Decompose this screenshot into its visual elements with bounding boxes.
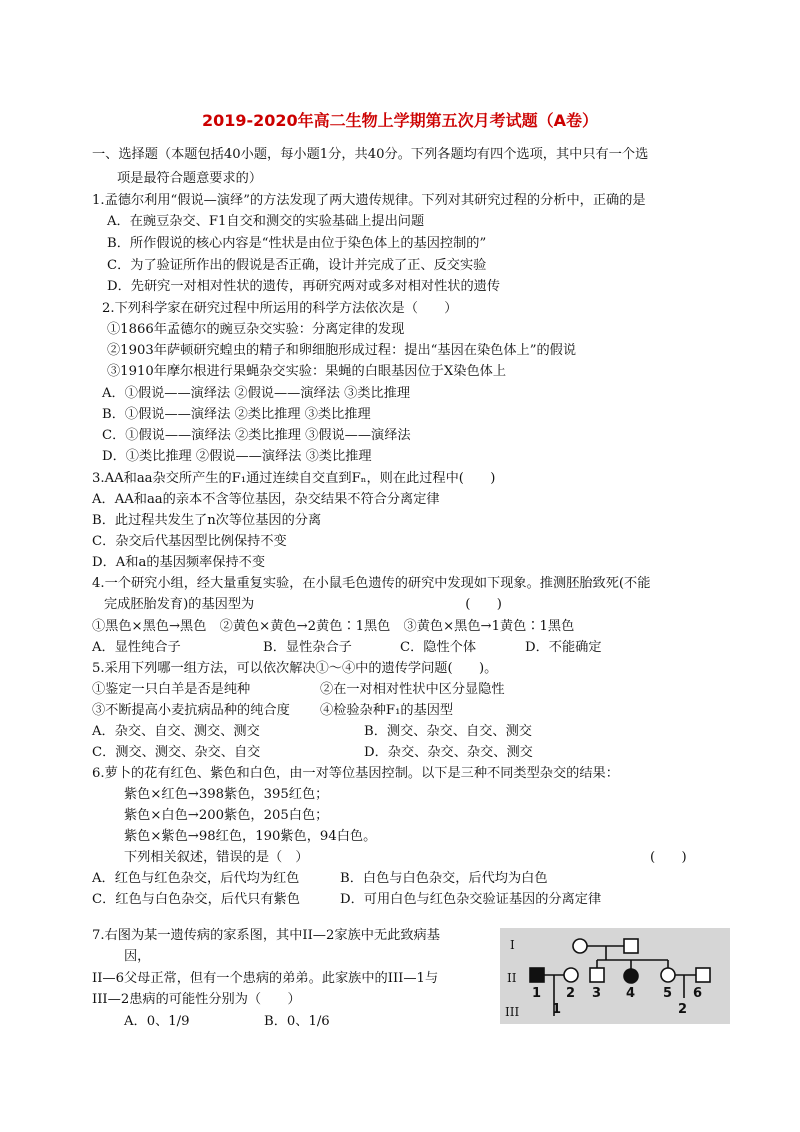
answer-blank: ( ) <box>650 850 687 865</box>
gen2-affected-female-4 <box>624 969 638 983</box>
statement-3: ③1910年摩尔根进行果蝇杂交实验：果蝇的白眼基因位于X染色体上 <box>107 364 507 379</box>
gen2-male-3 <box>590 968 604 982</box>
gen3-number-2: 2 <box>678 1002 688 1017</box>
question-stem: 7.右图为某一遗传病的家系图，其中II—2家族中无此致病基 <box>92 928 440 943</box>
option-c: C．为了验证所作出的假说是否正确，设计并完成了正、反交实验 <box>107 258 487 273</box>
gen2-number-5: 5 <box>663 986 673 1001</box>
question-stem-line4: III—2患病的可能性分别为（ ） <box>92 992 301 1007</box>
pedigree-chart <box>500 928 730 1024</box>
option-b: B．①假说——演绎法 ②类比推理 ③类比推理 <box>102 407 371 422</box>
option-c: C．杂交后代基因型比例保持不变 <box>92 534 287 549</box>
question-stem: 1.孟德尔利用“假说—演绎”的方法发现了两大遗传规律。下列对其研究过程的分析中，正确的是 <box>92 193 646 208</box>
generation-label-ii: II <box>507 971 517 985</box>
option-d: D．杂交、杂交、杂交、测交 <box>364 745 533 760</box>
cross-result-3: 紫色×紫色→98红色，190紫色，94白色。 <box>124 829 377 844</box>
statement-2: ②1903年萨顿研究蝗虫的精子和卵细胞形成过程：提出“基因在染色体上”的假说 <box>107 343 577 358</box>
gen2-affected-male-1 <box>530 968 544 982</box>
section-instructions-line1: 一、选择题（本题包括40小题，每小题1分，共40分。下列各题均有四个选项，其中只有一个选 <box>92 147 649 162</box>
option-c: C．隐性个体 <box>400 640 477 655</box>
option-c: C．测交、测交、杂交、自交 <box>92 745 261 760</box>
option-a: A．AA和aa的亲本不含等位基因，杂交结果不符合分离定律 <box>92 492 440 507</box>
question-stem: 3.AA和aa杂交所产生的F₁通过连续自交直到Fₙ，则在此过程中( ) <box>92 471 496 486</box>
gen2-male-6 <box>696 968 710 982</box>
question-prompt: 下列相关叙述，错误的是（ ） <box>124 850 309 865</box>
question-stem: 2.下列科学家在研究过程中所运用的科学方法依次是（ ） <box>102 301 458 316</box>
gen1-female <box>573 939 587 953</box>
problem-3: ③不断提高小麦抗病品种的纯合度 <box>92 703 290 718</box>
problem-2: ②在一对相对性状中区分显隐性 <box>320 682 505 697</box>
gen2-number-3: 3 <box>592 986 602 1001</box>
option-b: B．显性杂合子 <box>263 640 352 655</box>
problem-1: ①鉴定一只白羊是否是纯种 <box>92 682 251 697</box>
cross-result-1: 紫色×红色→398紫色，395红色； <box>124 787 329 802</box>
question-stem-cont: 因， <box>124 949 151 964</box>
cross-result-2: 紫色×白色→200紫色，205白色； <box>124 808 329 823</box>
question-stem: 6.萝卜的花有红色、紫色和白色，由一对等位基因控制。以下是三种不同类型杂交的结果： <box>92 766 619 781</box>
gen2-number-2: 2 <box>566 986 576 1001</box>
option-b: B．测交、杂交、自交、测交 <box>364 724 532 739</box>
option-b: B．所作假说的核心内容是“性状是由位于染色体上的基因控制的” <box>107 236 487 251</box>
option-d: D．先研究一对相对性状的遗传，再研究两对或多对相对性状的遗传 <box>107 279 501 294</box>
option-b: B．白色与白色杂交，后代均为白色 <box>340 871 548 886</box>
question-stem-cont: 完成胚胎发育)的基因型为 ( ) <box>104 597 502 612</box>
crosses: ①黑色×黑色→黑色 ②黄色×黄色→2黄色∶1黑色 ③黄色×黑色→1黄色∶1黑色 <box>92 619 575 634</box>
option-d: D．不能确定 <box>525 640 602 655</box>
pedigree-diagram <box>500 928 730 1024</box>
option-d: D．A和a的基因频率保持不变 <box>92 555 266 570</box>
option-d: D．①类比推理 ②假说——演绎法 ③类比推理 <box>102 449 372 464</box>
option-a: A．显性纯合子 <box>92 640 181 655</box>
generation-label-iii: III <box>505 1005 520 1019</box>
option-b: B．此过程共发生了n次等位基因的分离 <box>92 513 322 528</box>
option-a: A．0、1/9 <box>124 1014 190 1029</box>
gen3-number-1: 1 <box>552 1002 562 1017</box>
gen2-number-4: 4 <box>626 986 636 1001</box>
question-stem: 5.采用下列哪一组方法，可以依次解决①～④中的遗传学问题( )。 <box>92 661 498 676</box>
option-b: B．0、1/6 <box>264 1014 330 1029</box>
gen2-female-5 <box>661 968 675 982</box>
gen2-number-1: 1 <box>532 986 542 1001</box>
page-title: 2019-2020年高二生物上学期第五次月考试题（A卷） <box>201 111 599 130</box>
section-instructions-line2: 项是最符合题意要求的） <box>117 171 263 186</box>
option-c: C．①假说——演绎法 ②类比推理 ③假说——演绎法 <box>102 428 411 443</box>
statement-1: ①1866年孟德尔的豌豆杂交实验：分离定律的发现 <box>107 322 405 337</box>
option-a: A．在豌豆杂交、F1自交和测交的实验基础上提出问题 <box>107 214 425 229</box>
gen2-female-2 <box>564 968 578 982</box>
option-d: D．可用白色与红色杂交验证基因的分离定律 <box>340 892 602 907</box>
option-a: A．①假说——演绎法 ②假说——演绎法 ③类比推理 <box>102 386 411 401</box>
option-a: A．杂交、自交、测交、测交 <box>92 724 260 739</box>
problem-4: ④检验杂种F₁的基因型 <box>320 703 454 718</box>
question-stem: 4.一个研究小组，经大量重复实验，在小鼠毛色遗传的研究中发现如下现象。推测胚胎致死(不能 <box>92 576 651 591</box>
generation-label-i: I <box>510 938 515 952</box>
option-a: A．红色与红色杂交，后代均为红色 <box>92 871 300 886</box>
gen1-male <box>624 939 638 953</box>
question-stem-line3: II—6父母正常，但有一个患病的弟弟。此家族中的III—1与 <box>92 971 439 986</box>
gen2-number-6: 6 <box>693 986 703 1001</box>
option-c: C．红色与白色杂交，后代只有紫色 <box>92 892 300 907</box>
